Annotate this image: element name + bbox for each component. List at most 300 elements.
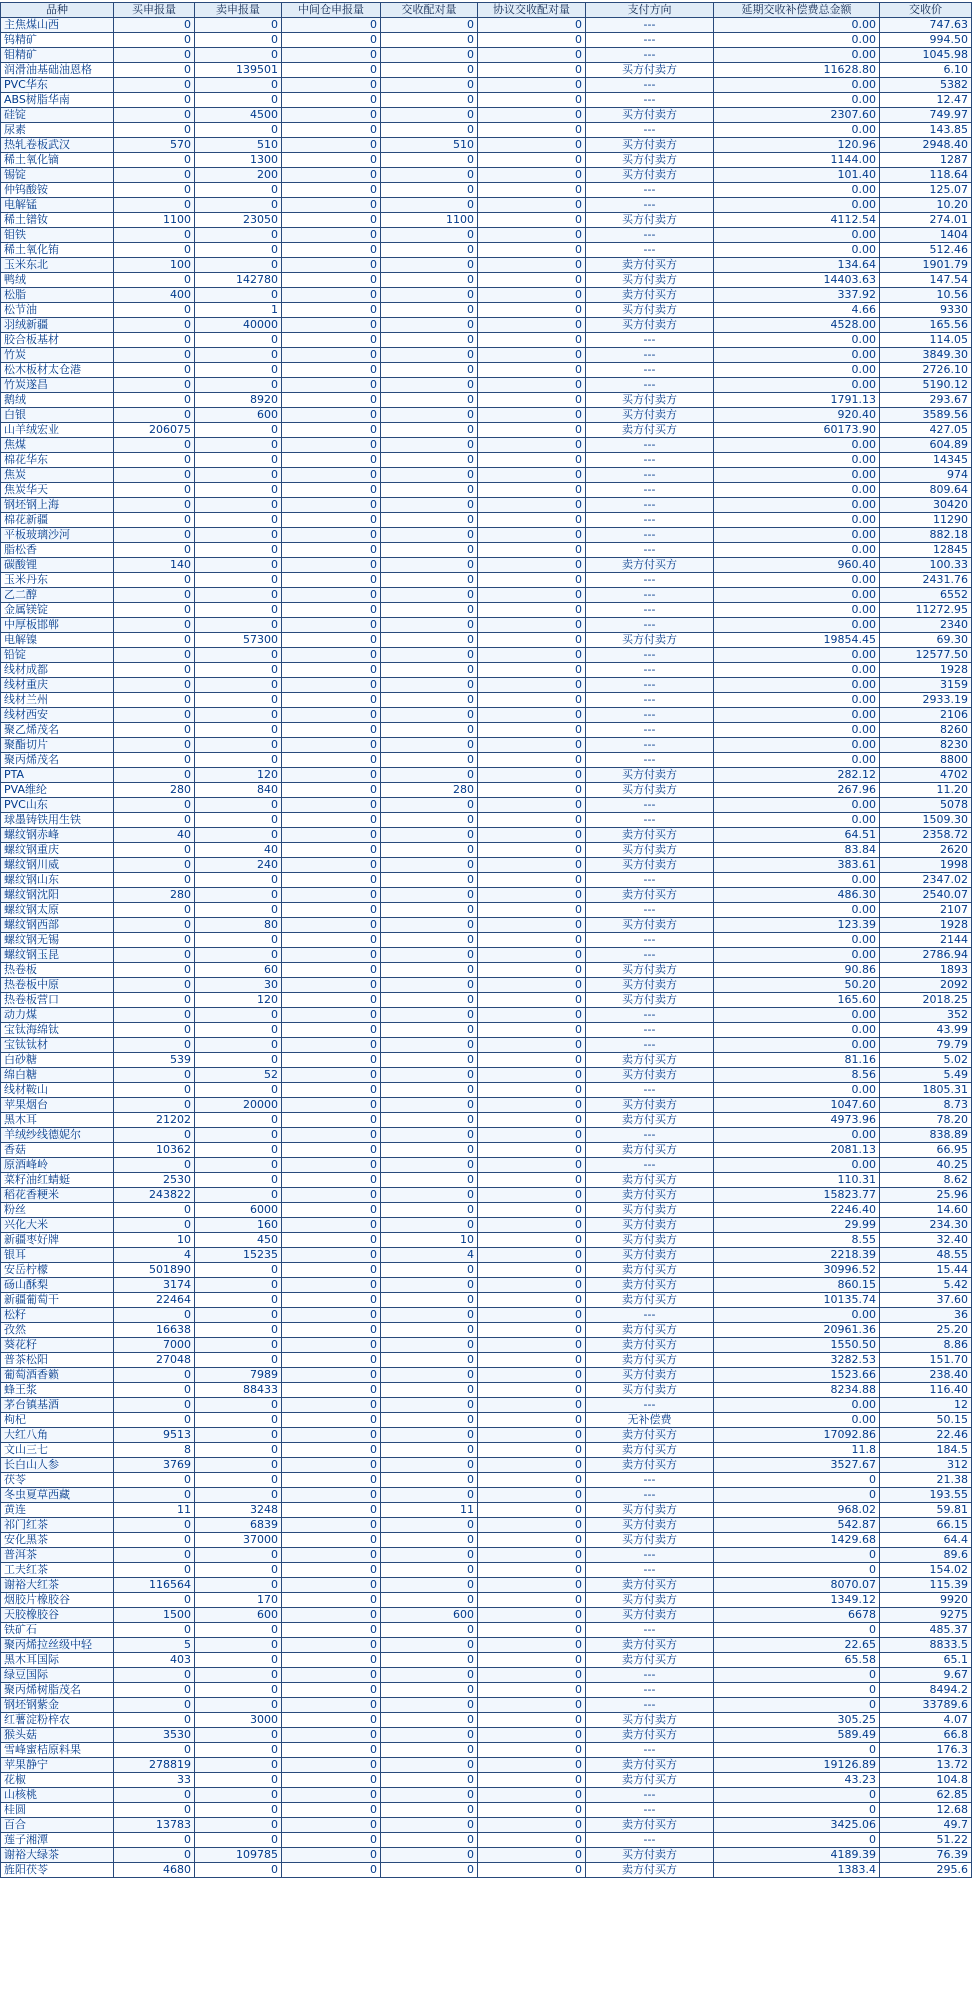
product-cell: 桂圆 [1, 1803, 114, 1818]
settlement-price-cell: 176.3 [880, 1743, 972, 1758]
buy-declared-cell: 3174 [114, 1278, 195, 1293]
buy-declared-cell: 0 [114, 348, 195, 363]
payment-direction-cell: 卖方付买方 [586, 1053, 714, 1068]
compensation-total-cell: 19854.45 [714, 633, 880, 648]
payment-direction-cell: 买方付卖方 [586, 633, 714, 648]
matched-volume-cell: 0 [381, 153, 478, 168]
table-body [1, 18, 972, 1878]
buy-declared-cell: 0 [114, 618, 195, 633]
agreement-matched-cell: 0 [478, 1443, 586, 1458]
settlement-price-cell: 33789.6 [880, 1698, 972, 1713]
sell-declared-cell: 0 [195, 1578, 282, 1593]
payment-direction-cell: 卖方付买方 [586, 828, 714, 843]
table-row [1, 393, 972, 408]
settlement-price-cell: 30420 [880, 498, 972, 513]
buy-declared-cell: 0 [114, 753, 195, 768]
settlement-price-cell: 32.40 [880, 1233, 972, 1248]
payment-direction-cell: --- [586, 648, 714, 663]
settlement-price-cell: 43.99 [880, 1023, 972, 1038]
matched-volume-cell: 0 [381, 48, 478, 63]
buy-declared-cell: 0 [114, 378, 195, 393]
compensation-total-cell: 3282.53 [714, 1353, 880, 1368]
sell-declared-cell: 0 [195, 438, 282, 453]
settlement-price-cell: 51.22 [880, 1833, 972, 1848]
product-cell: 绵白糖 [1, 1068, 114, 1083]
agreement-matched-cell: 0 [478, 678, 586, 693]
table-row [1, 138, 972, 153]
agreement-matched-cell: 0 [478, 1863, 586, 1878]
agreement-matched-cell: 0 [478, 828, 586, 843]
settlement-price-cell: 9.67 [880, 1668, 972, 1683]
matched-volume-cell: 0 [381, 333, 478, 348]
sell-declared-cell: 0 [195, 1038, 282, 1053]
matched-volume-cell: 0 [381, 798, 478, 813]
buy-declared-cell: 0 [114, 1128, 195, 1143]
table-row [1, 1638, 972, 1653]
sell-declared-cell: 0 [195, 603, 282, 618]
settlement-price-cell: 1998 [880, 858, 972, 873]
sell-declared-cell: 8920 [195, 393, 282, 408]
buy-declared-cell: 0 [114, 183, 195, 198]
table-row [1, 1083, 972, 1098]
settlement-price-cell: 11.20 [880, 783, 972, 798]
buy-declared-cell: 0 [114, 1068, 195, 1083]
settlement-price-cell: 151.70 [880, 1353, 972, 1368]
buy-declared-cell: 8 [114, 1443, 195, 1458]
table-row [1, 1323, 972, 1338]
product-cell: 乙二醇 [1, 588, 114, 603]
product-cell: 兴化大米 [1, 1218, 114, 1233]
payment-direction-cell: --- [586, 708, 714, 723]
agreement-matched-cell: 0 [478, 813, 586, 828]
settlement-price-cell: 485.37 [880, 1623, 972, 1638]
intermediate-declared-cell: 0 [282, 1158, 381, 1173]
sell-declared-cell: 0 [195, 903, 282, 918]
sell-declared-cell: 0 [195, 1053, 282, 1068]
table-row [1, 258, 972, 273]
compensation-total-cell: 282.12 [714, 768, 880, 783]
product-cell: 大红八角 [1, 1428, 114, 1443]
settlement-price-cell: 1928 [880, 663, 972, 678]
compensation-total-cell: 19126.89 [714, 1758, 880, 1773]
compensation-total-cell: 0.00 [714, 228, 880, 243]
agreement-matched-cell: 0 [478, 1788, 586, 1803]
sell-declared-cell: 1300 [195, 153, 282, 168]
matched-volume-cell: 0 [381, 1383, 478, 1398]
sell-declared-cell: 0 [195, 1263, 282, 1278]
matched-volume-cell: 0 [381, 258, 478, 273]
product-cell: 稀土氧化铕 [1, 243, 114, 258]
agreement-matched-cell: 0 [478, 708, 586, 723]
buy-declared-cell: 0 [114, 33, 195, 48]
intermediate-declared-cell: 0 [282, 453, 381, 468]
payment-direction-cell: --- [586, 1563, 714, 1578]
table-row [1, 813, 972, 828]
sell-declared-cell: 170 [195, 1593, 282, 1608]
buy-declared-cell: 0 [114, 858, 195, 873]
column-header-settlement-price: 交收价 [880, 3, 972, 18]
payment-direction-cell: --- [586, 1308, 714, 1323]
product-cell: 工夫红茶 [1, 1563, 114, 1578]
product-cell: 热卷板中原 [1, 978, 114, 993]
table-row [1, 33, 972, 48]
intermediate-declared-cell: 0 [282, 438, 381, 453]
compensation-total-cell: 0.00 [714, 738, 880, 753]
matched-volume-cell: 0 [381, 768, 478, 783]
product-cell: 黑木耳国际 [1, 1653, 114, 1668]
settlement-price-cell: 100.33 [880, 558, 972, 573]
settlement-price-cell: 8494.2 [880, 1683, 972, 1698]
settlement-price-cell: 11290 [880, 513, 972, 528]
product-cell: 花椒 [1, 1773, 114, 1788]
payment-direction-cell: 卖方付买方 [586, 1143, 714, 1158]
product-cell: 松脂 [1, 288, 114, 303]
settlement-price-cell: 5078 [880, 798, 972, 813]
table-row [1, 843, 972, 858]
sell-declared-cell: 0 [195, 1788, 282, 1803]
buy-declared-cell: 0 [114, 63, 195, 78]
intermediate-declared-cell: 0 [282, 1398, 381, 1413]
sell-declared-cell: 0 [195, 573, 282, 588]
agreement-matched-cell: 0 [478, 978, 586, 993]
compensation-total-cell: 1550.50 [714, 1338, 880, 1353]
sell-declared-cell: 0 [195, 33, 282, 48]
table-row [1, 1533, 972, 1548]
sell-declared-cell: 0 [195, 48, 282, 63]
settlement-price-cell: 2018.25 [880, 993, 972, 1008]
table-row [1, 963, 972, 978]
product-cell: 棉花新疆 [1, 513, 114, 528]
compensation-total-cell: 337.92 [714, 288, 880, 303]
intermediate-declared-cell: 0 [282, 1098, 381, 1113]
matched-volume-cell: 0 [381, 183, 478, 198]
agreement-matched-cell: 0 [478, 603, 586, 618]
matched-volume-cell: 0 [381, 978, 478, 993]
intermediate-declared-cell: 0 [282, 1623, 381, 1638]
compensation-total-cell: 0.00 [714, 1398, 880, 1413]
compensation-total-cell: 0.00 [714, 18, 880, 33]
agreement-matched-cell: 0 [478, 588, 586, 603]
buy-declared-cell: 0 [114, 978, 195, 993]
buy-declared-cell: 33 [114, 1773, 195, 1788]
payment-direction-cell: 卖方付买方 [586, 1338, 714, 1353]
agreement-matched-cell: 0 [478, 1203, 586, 1218]
matched-volume-cell: 0 [381, 303, 478, 318]
compensation-total-cell: 1523.66 [714, 1368, 880, 1383]
settlement-price-cell: 512.46 [880, 243, 972, 258]
agreement-matched-cell: 0 [478, 1458, 586, 1473]
intermediate-declared-cell: 0 [282, 468, 381, 483]
payment-direction-cell: --- [586, 723, 714, 738]
settlement-price-cell: 8833.5 [880, 1638, 972, 1653]
payment-direction-cell: 卖方付买方 [586, 1758, 714, 1773]
table-row [1, 198, 972, 213]
agreement-matched-cell: 0 [478, 1848, 586, 1863]
intermediate-declared-cell: 0 [282, 1743, 381, 1758]
intermediate-declared-cell: 0 [282, 1143, 381, 1158]
table-row [1, 993, 972, 1008]
compensation-total-cell: 0 [714, 1668, 880, 1683]
buy-declared-cell: 0 [114, 1203, 195, 1218]
compensation-total-cell: 0 [714, 1623, 880, 1638]
agreement-matched-cell: 0 [478, 1158, 586, 1173]
compensation-total-cell: 383.61 [714, 858, 880, 873]
matched-volume-cell: 0 [381, 123, 478, 138]
sell-declared-cell: 0 [195, 708, 282, 723]
sell-declared-cell: 0 [195, 1743, 282, 1758]
matched-volume-cell: 0 [381, 618, 478, 633]
buy-declared-cell: 4 [114, 1248, 195, 1263]
intermediate-declared-cell: 0 [282, 708, 381, 723]
compensation-total-cell: 110.31 [714, 1173, 880, 1188]
matched-volume-cell: 0 [381, 1158, 478, 1173]
table-row [1, 663, 972, 678]
sell-declared-cell: 0 [195, 1023, 282, 1038]
table-row [1, 468, 972, 483]
product-cell: 葡萄酒香籁 [1, 1368, 114, 1383]
sell-declared-cell: 0 [195, 1803, 282, 1818]
compensation-total-cell: 920.40 [714, 408, 880, 423]
agreement-matched-cell: 0 [478, 273, 586, 288]
intermediate-declared-cell: 0 [282, 723, 381, 738]
table-row [1, 618, 972, 633]
intermediate-declared-cell: 0 [282, 213, 381, 228]
payment-direction-cell: 卖方付买方 [586, 1578, 714, 1593]
compensation-total-cell: 0.00 [714, 333, 880, 348]
agreement-matched-cell: 0 [478, 993, 586, 1008]
intermediate-declared-cell: 0 [282, 663, 381, 678]
compensation-total-cell: 0.00 [714, 723, 880, 738]
sell-declared-cell: 0 [195, 1143, 282, 1158]
buy-declared-cell: 0 [114, 318, 195, 333]
table-row [1, 678, 972, 693]
payment-direction-cell: --- [586, 1833, 714, 1848]
compensation-total-cell: 0 [714, 1563, 880, 1578]
payment-direction-cell: 买方付卖方 [586, 1068, 714, 1083]
settlement-price-cell: 89.6 [880, 1548, 972, 1563]
settlement-price-cell: 1287 [880, 153, 972, 168]
agreement-matched-cell: 0 [478, 1068, 586, 1083]
sell-declared-cell: 0 [195, 1308, 282, 1323]
settlement-price-cell: 154.02 [880, 1563, 972, 1578]
matched-volume-cell: 0 [381, 1548, 478, 1563]
compensation-total-cell: 860.15 [714, 1278, 880, 1293]
intermediate-declared-cell: 0 [282, 483, 381, 498]
agreement-matched-cell: 0 [478, 1533, 586, 1548]
product-cell: 葵花籽 [1, 1338, 114, 1353]
payment-direction-cell: --- [586, 618, 714, 633]
product-cell: 锡锭 [1, 168, 114, 183]
settlement-price-cell: 40.25 [880, 1158, 972, 1173]
buy-declared-cell: 0 [114, 1593, 195, 1608]
intermediate-declared-cell: 0 [282, 78, 381, 93]
buy-declared-cell: 0 [114, 1218, 195, 1233]
matched-volume-cell: 0 [381, 1803, 478, 1818]
column-header-sell-declared: 卖申报量 [195, 3, 282, 18]
table-row [1, 1683, 972, 1698]
settlement-price-cell: 5.02 [880, 1053, 972, 1068]
buy-declared-cell: 0 [114, 1698, 195, 1713]
matched-volume-cell: 280 [381, 783, 478, 798]
sell-declared-cell: 0 [195, 798, 282, 813]
product-cell: 铅锭 [1, 648, 114, 663]
table-row [1, 1428, 972, 1443]
compensation-total-cell: 0 [714, 1473, 880, 1488]
table-row [1, 1728, 972, 1743]
sell-declared-cell: 0 [195, 948, 282, 963]
payment-direction-cell: 买方付卖方 [586, 318, 714, 333]
table-row [1, 348, 972, 363]
agreement-matched-cell: 0 [478, 663, 586, 678]
matched-volume-cell: 0 [381, 168, 478, 183]
table-row [1, 1293, 972, 1308]
sell-declared-cell: 120 [195, 993, 282, 1008]
sell-declared-cell: 0 [195, 1128, 282, 1143]
matched-volume-cell: 0 [381, 1563, 478, 1578]
intermediate-declared-cell: 0 [282, 573, 381, 588]
settlement-price-cell: 238.40 [880, 1368, 972, 1383]
agreement-matched-cell: 0 [478, 798, 586, 813]
table-row [1, 1503, 972, 1518]
sell-declared-cell: 0 [195, 873, 282, 888]
matched-volume-cell: 0 [381, 1083, 478, 1098]
payment-direction-cell: --- [586, 513, 714, 528]
intermediate-declared-cell: 0 [282, 1728, 381, 1743]
compensation-total-cell: 960.40 [714, 558, 880, 573]
product-cell: 主焦煤山西 [1, 18, 114, 33]
intermediate-declared-cell: 0 [282, 693, 381, 708]
sell-declared-cell: 0 [195, 1353, 282, 1368]
payment-direction-cell: 买方付卖方 [586, 1248, 714, 1263]
buy-declared-cell: 0 [114, 438, 195, 453]
compensation-total-cell: 1791.13 [714, 393, 880, 408]
matched-volume-cell: 0 [381, 1638, 478, 1653]
product-cell: 线材鞍山 [1, 1083, 114, 1098]
buy-declared-cell: 1500 [114, 1608, 195, 1623]
agreement-matched-cell: 0 [478, 1218, 586, 1233]
agreement-matched-cell: 0 [478, 408, 586, 423]
table-row [1, 1008, 972, 1023]
sell-declared-cell: 15235 [195, 1248, 282, 1263]
settlement-price-cell: 78.20 [880, 1113, 972, 1128]
compensation-total-cell: 0.00 [714, 693, 880, 708]
table-row [1, 1668, 972, 1683]
table-row [1, 1773, 972, 1788]
agreement-matched-cell: 0 [478, 693, 586, 708]
agreement-matched-cell: 0 [478, 1743, 586, 1758]
matched-volume-cell: 0 [381, 423, 478, 438]
settlement-price-cell: 114.05 [880, 333, 972, 348]
product-cell: 热卷板营口 [1, 993, 114, 1008]
matched-volume-cell: 0 [381, 228, 478, 243]
matched-volume-cell: 510 [381, 138, 478, 153]
matched-volume-cell: 0 [381, 873, 478, 888]
table-row [1, 1143, 972, 1158]
compensation-total-cell: 2218.39 [714, 1248, 880, 1263]
matched-volume-cell: 1100 [381, 213, 478, 228]
table-row [1, 1563, 972, 1578]
buy-declared-cell: 0 [114, 1023, 195, 1038]
buy-declared-cell: 0 [114, 738, 195, 753]
settlement-price-cell: 66.95 [880, 1143, 972, 1158]
table-row [1, 408, 972, 423]
table-row [1, 78, 972, 93]
compensation-total-cell: 0 [714, 1488, 880, 1503]
compensation-total-cell: 0.00 [714, 753, 880, 768]
table-row [1, 1113, 972, 1128]
table-row [1, 783, 972, 798]
intermediate-declared-cell: 0 [282, 1008, 381, 1023]
table-row [1, 978, 972, 993]
product-cell: 宝钛海绵钛 [1, 1023, 114, 1038]
sell-declared-cell: 0 [195, 1773, 282, 1788]
intermediate-declared-cell: 0 [282, 1713, 381, 1728]
sell-declared-cell: 0 [195, 1818, 282, 1833]
intermediate-declared-cell: 0 [282, 738, 381, 753]
compensation-total-cell: 20961.36 [714, 1323, 880, 1338]
buy-declared-cell: 400 [114, 288, 195, 303]
payment-direction-cell: --- [586, 483, 714, 498]
sell-declared-cell: 139501 [195, 63, 282, 78]
buy-declared-cell: 0 [114, 1098, 195, 1113]
settlement-price-cell: 9920 [880, 1593, 972, 1608]
payment-direction-cell: 买方付卖方 [586, 108, 714, 123]
table-row [1, 1518, 972, 1533]
payment-direction-cell: 卖方付买方 [586, 1428, 714, 1443]
compensation-total-cell: 6678 [714, 1608, 880, 1623]
agreement-matched-cell: 0 [478, 1428, 586, 1443]
matched-volume-cell: 0 [381, 858, 478, 873]
payment-direction-cell: --- [586, 543, 714, 558]
sell-declared-cell: 0 [195, 258, 282, 273]
compensation-total-cell: 0.00 [714, 378, 880, 393]
compensation-total-cell: 4112.54 [714, 213, 880, 228]
compensation-total-cell: 267.96 [714, 783, 880, 798]
intermediate-declared-cell: 0 [282, 93, 381, 108]
payment-direction-cell: --- [586, 873, 714, 888]
product-cell: 玉米东北 [1, 258, 114, 273]
intermediate-declared-cell: 0 [282, 1638, 381, 1653]
intermediate-declared-cell: 0 [282, 1533, 381, 1548]
compensation-total-cell: 4528.00 [714, 318, 880, 333]
intermediate-declared-cell: 0 [282, 1368, 381, 1383]
settlement-price-cell: 193.55 [880, 1488, 972, 1503]
product-cell: 松节油 [1, 303, 114, 318]
payment-direction-cell: 买方付卖方 [586, 1608, 714, 1623]
sell-declared-cell: 20000 [195, 1098, 282, 1113]
compensation-total-cell: 0.00 [714, 798, 880, 813]
compensation-total-cell: 2307.60 [714, 108, 880, 123]
sell-declared-cell: 0 [195, 483, 282, 498]
payment-direction-cell: 卖方付买方 [586, 1458, 714, 1473]
matched-volume-cell: 0 [381, 1128, 478, 1143]
compensation-total-cell: 2081.13 [714, 1143, 880, 1158]
sell-declared-cell: 0 [195, 1653, 282, 1668]
agreement-matched-cell: 0 [478, 1653, 586, 1668]
table-row [1, 738, 972, 753]
settlement-price-cell: 8.86 [880, 1338, 972, 1353]
payment-direction-cell: --- [586, 678, 714, 693]
settlement-price-cell: 69.30 [880, 633, 972, 648]
agreement-matched-cell: 0 [478, 858, 586, 873]
settlement-price-cell: 66.8 [880, 1728, 972, 1743]
table-row [1, 1398, 972, 1413]
compensation-total-cell: 0.00 [714, 513, 880, 528]
payment-direction-cell: --- [586, 498, 714, 513]
matched-volume-cell: 0 [381, 1203, 478, 1218]
agreement-matched-cell: 0 [478, 1143, 586, 1158]
product-cell: 绿豆国际 [1, 1668, 114, 1683]
